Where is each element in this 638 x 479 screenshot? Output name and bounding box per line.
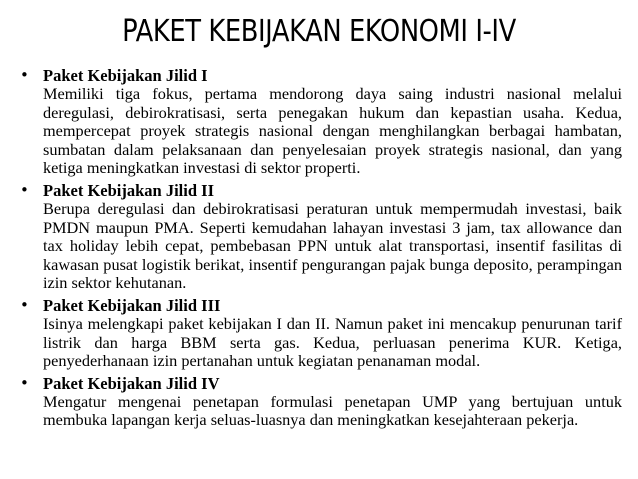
slide-title: PAKET KEBIJAKAN EKONOMI I-IV	[122, 14, 516, 49]
bullet-icon: •	[20, 373, 29, 392]
item-heading-text: Paket Kebijakan Jilid II	[43, 180, 214, 200]
item-body-text: Isinya melengkapi paket kebijakan I dan II. Namun paket ini mencakup penurunan tarif listrik dan harga BBM serta gas. Kedua, perluasan penerima KUR. Ketiga, penyederhanaan izin pertanahan untuk kegiatan penanaman modal.	[43, 313, 622, 371]
item-heading-text: Paket Kebijakan Jilid I	[43, 66, 208, 85]
item-heading	[20, 66, 622, 85]
bullet-icon: •	[20, 295, 29, 314]
item-heading	[20, 181, 622, 200]
bullet-icon: •	[20, 66, 29, 84]
item-heading	[20, 296, 622, 315]
bullet-icon: •	[20, 180, 29, 199]
item-heading-text: Paket Kebijakan Jilid III	[43, 295, 221, 315]
item-heading-text: Paket Kebijakan Jilid IV	[43, 373, 220, 393]
item-body-text: Berupa deregulasi dan debirokratisasi peraturan untuk mempermudah investasi, baik PMDN maupun PMA. Seperti kemudahan lahayan investasi 3 jam, tax allowance dan tax holiday lebih cepat, pembebasan PPN untuk alat transportasi, insentif fasilitas di kawasan pusat logistik berikat, insentif pengurangan pajak bunga deposito, perampingan izin sektor kehutanan.	[43, 198, 622, 293]
list-item-jilid-4	[20, 374, 622, 430]
item-heading	[20, 374, 622, 393]
list-item-jilid-2	[20, 181, 622, 293]
list-item-jilid-3	[20, 296, 622, 371]
list-item-jilid-1	[20, 66, 622, 178]
bullet-list	[20, 66, 622, 433]
item-body-text: Memiliki tiga fokus, pertama mendorong daya saing industri nasional melalui deregulasi, debirokratisasi, serta penegakan hukum dan kepastian usaha. Kedua, mempercepat proyek strategis nasional dengan menghilangkan berbagai hambatan, sumbatan dalam pelaksanaan dan penyelesaian proyek strategis nasional, dan yang ketiga meningkatkan investasi di sektor properti.	[43, 84, 622, 178]
item-body-text: Mengatur mengenai penetapan formulasi penetapan UMP yang bertujuan untuk membuka lapangan kerja seluas-luasnya dan meningkatkan kesejahteraan pekerja.	[43, 391, 622, 430]
